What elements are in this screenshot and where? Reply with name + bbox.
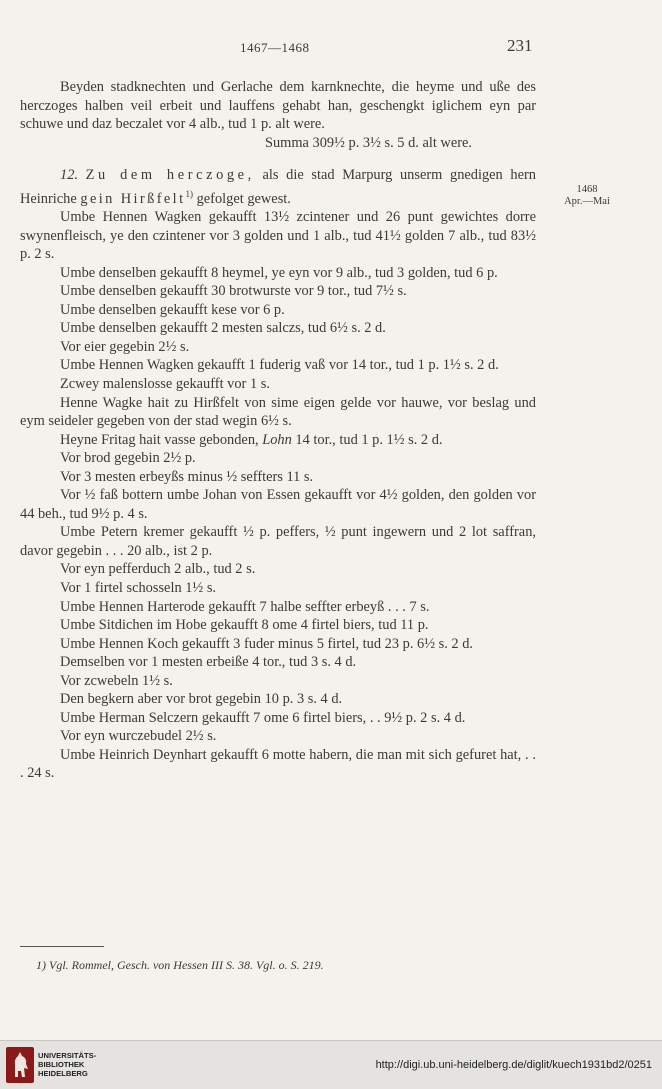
library-name-line: BIBLIOTHEK: [38, 1060, 85, 1069]
paragraph: Umbe Heinrich Deynhart gekaufft 6 motte habern, die man mit sich gefuret hat, . . . 24 s.: [20, 746, 536, 782]
footnote: 1) Vgl. Rommel, Gesch. von Hessen III S. 38. Vgl. o. S. 219.: [36, 958, 324, 972]
heidelberg-lion-icon[interactable]: [6, 1047, 34, 1083]
italic-word: Lohn: [262, 431, 292, 448]
paragraph: Umbe Hennen Harterode gekaufft 7 halbe seffter erbeyß . . . 7 s.: [60, 598, 430, 615]
paragraph: Umbe Hennen Koch gekaufft 3 fuder minus 5 firtel, tud 23 p. 6½ s. 2 d.: [60, 635, 473, 652]
paragraph: Zcwey malenslosse gekaufft vor 1 s.: [60, 376, 270, 392]
margin-note-month: Apr.—Mai: [564, 196, 610, 207]
running-header: [0, 36, 662, 60]
paragraph: [20, 431, 536, 450]
section-heading-paragraph: [20, 166, 536, 208]
paragraph: Umbe Hennen Wagken gekaufft 1 fuderig vaß vor 14 tor., tud 1 p. 1½ s. 2 d.: [60, 357, 499, 374]
paragraph: Den begkern aber vor brot gegebin 10 p. 3 s. 4 d.: [60, 691, 343, 708]
summa-line: Summa 309½ p. 3½ s. 5 d. alt were.: [264, 134, 472, 151]
paragraph: Umbe denselben gekaufft 8 heymel, ye eyn vor 9 alb., tud 3 golden, tud 6 p.: [60, 264, 498, 281]
spaced-phrase: Zu dem herczoge,: [85, 167, 255, 184]
paragraph: Vor eier gegebin 2½ s.: [60, 338, 190, 355]
viewer-footer: [0, 1040, 662, 1089]
paragraph: Vor eyn wurczebudel 2½ s.: [60, 728, 217, 745]
paragraph: Vor brod gegebin 2½ p.: [60, 450, 196, 467]
paragraph: Vor zcwebeln 1½ s.: [60, 672, 173, 689]
paragraph: Vor eyn pefferduch 2 alb., tud 2 s.: [60, 561, 256, 578]
paragraph: Umbe Herman Selczern gekaufft 7 ome 6 firtel biers, . . 9½ p. 2 s. 4 d.: [60, 709, 466, 726]
margin-note: [547, 184, 627, 208]
paragraph-text: 14 tor., tud 1 p. 1½ s. 2 d.: [291, 431, 443, 448]
paragraph: Umbe denselben gekaufft kese vor 6 p.: [60, 301, 285, 318]
paragraph-text: gefolget gewest.: [192, 190, 291, 207]
library-name[interactable]: [38, 1051, 96, 1078]
spaced-place-name: gein Hirßfelt: [80, 190, 186, 207]
permalink-url[interactable]: http://digi.ub.uni-heidelberg.de/diglit/kuech1931bd2/0251: [375, 1059, 652, 1071]
library-name-line: UNIVERSITÄTS-: [38, 1051, 97, 1060]
paragraph: Umbe denselben gekaufft 30 brotwurste vor 9 tor., tud 7½ s.: [60, 283, 407, 300]
paragraph: Vor 1 firtel schosseln 1½ s.: [60, 580, 217, 597]
paragraph: Vor 3 mesten erbeyßs minus ½ seffters 11 s.: [60, 468, 314, 485]
paragraph-text: Heyne Fritag hait vasse gebonden,: [60, 431, 263, 448]
footnote-divider: [20, 946, 104, 947]
paragraph: Umbe Petern kremer gekaufft ½ p. peffers, ½ punt ingewern und 2 lot saffran, davor gegebin . . . 20 alb., ist 2 p.: [20, 524, 536, 559]
paragraph: Henne Wagke hait zu Hirßfelt von sime eigen gelde vor hauwe, vor beslag und eym seideler gegeben von der stad wegin 6½ s.: [20, 394, 536, 430]
body-text: [20, 78, 536, 783]
paragraph-text: als die stad Marpurg unserm gnedigen hern Heinriche: [20, 167, 536, 207]
paragraph: Vor ½ faß bottern umbe Johan von Essen gekaufft vor 4½ golden, den golden vor 44 beh., tud 9½ p. 4 s.: [20, 487, 536, 522]
margin-note-year: 1468: [576, 184, 598, 195]
paragraph: Demselben vor 1 mesten erbeiße 4 tor., tud 3 s. 4 d.: [60, 654, 357, 671]
page-number: 231: [507, 36, 533, 55]
section-number: 12.: [60, 167, 78, 184]
paragraph: Umbe denselben gekaufft 2 mesten salczs, tud 6½ s. 2 d.: [60, 320, 386, 337]
header-years: 1467—1468: [240, 40, 310, 55]
paragraph: Umbe Sitdichen im Hobe gekaufft 8 ome 4 firtel biers, tud 11 p.: [60, 617, 429, 634]
footnote-ref: 1): [185, 188, 193, 199]
library-name-line: HEIDELBERG: [38, 1069, 88, 1078]
paragraph: Umbe Hennen Wagken gekaufft 13½ zcintener und 26 punt gewichtes dorre swynenfleisch, ye den czintener vor 3 golden und 1 alb., tud 41½ golden 7 alb., tud 83½ p. 2 s.: [20, 209, 536, 263]
paragraph: Beyden stadknechten und Gerlache dem karnknechte, die heyme und uße des herczoges halben veil erbeit und lauffens gehabt han, geschengkt iglichem eyn par schuwe und daz beczalet vor 4 alb., tud 1 p. alt were.: [20, 79, 536, 133]
